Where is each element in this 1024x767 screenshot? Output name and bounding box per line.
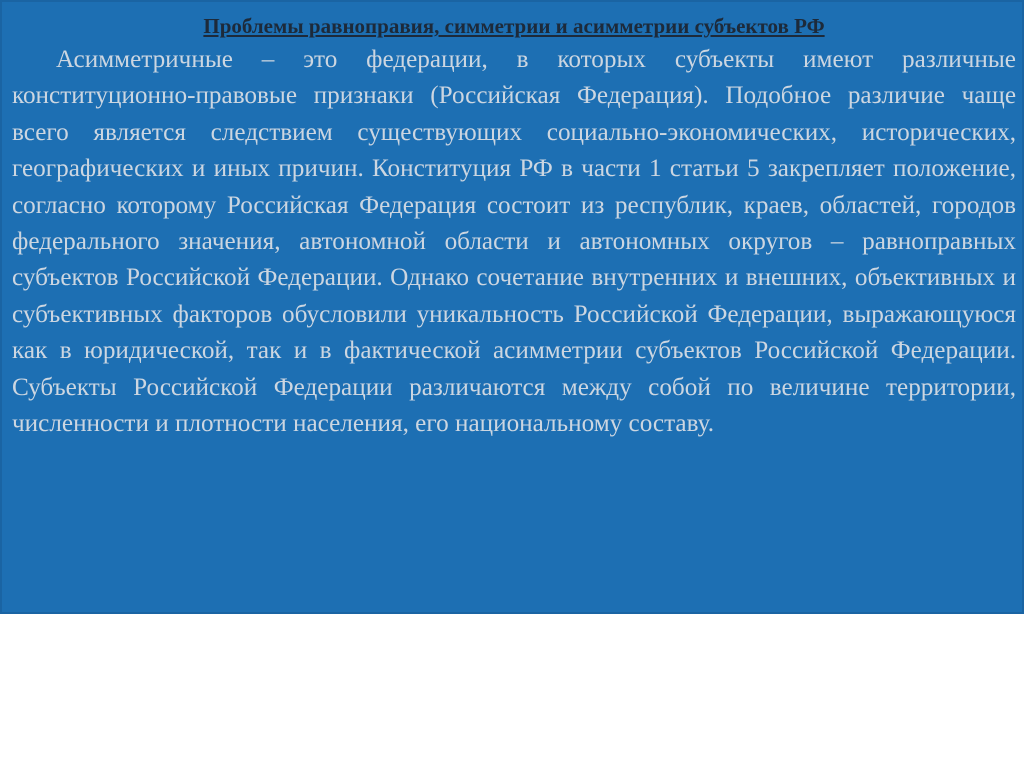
slide-paragraph: Асимметричные – это федерации, в которых субъекты имеют различные конституционно-правовые признаки (Российская Федерация). Подобное различие чаще всего является следствием существующих социально-экономических, исторических, географических и иных причин. Конституция РФ в части 1 статьи 5 закрепляет положение, согласно которому Российская Федерация состоит из республик, краев, областей, городов федерального значения, автономной области и автономных округов – равноправных субъектов Российской Федерации. Однако сочетание внутренних и внешних, объективных и субъективных факторов обусловили уникальность Российской Федерации, выражающуюся как в юридической, так и в фактической асимметрии субъектов Российской Федерации. Субъекты Российской Федерации различаются между собой по величине территории, численности и плотности населения, его национальному составу. [12, 46, 1016, 438]
slide-heading: Проблемы равноправия, симметрии и асимметрии субъектов РФ [203, 14, 825, 38]
